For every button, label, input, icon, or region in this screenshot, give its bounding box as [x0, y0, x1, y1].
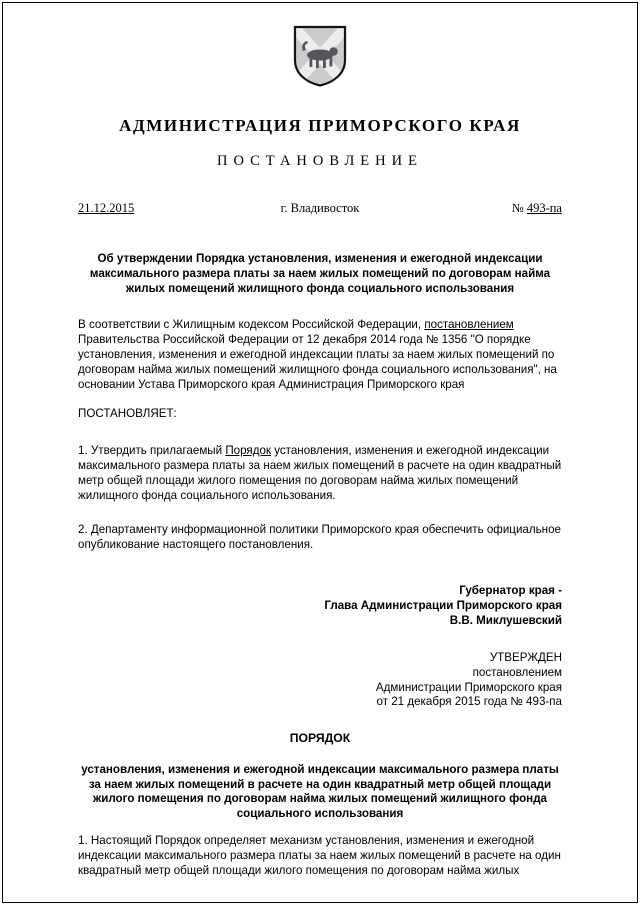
doc-type-title: ПОСТАНОВЛЕНИЕ [217, 153, 423, 169]
doc-number-link[interactable]: 493-па [526, 201, 562, 215]
doc-number-prefix: № [511, 201, 527, 215]
p1-text-before: 1. Утвердить прилагаемый [78, 444, 226, 458]
subject-heading: Об утверждении Порядка установления, изменения и ежегодной индексации максимального размера платы за наем жилых помещений по договорам найма жилых помещений жилищного фонда социального использования [89, 252, 551, 295]
order-paragraph-1: 1. Настоящий Порядок определяет механизм установления, изменения и ежегодной индексации максимального размера платы за наем жилых помещений в расчете на один квадратный метр общей площади жилого помещения по договорам найма жилых [78, 833, 561, 877]
resolves-label: ПОСТАНОВЛЯЕТ: [78, 407, 177, 421]
signature-title-line1: Губернатор края - [459, 583, 562, 597]
doc-number [401, 201, 562, 216]
poryadok-link[interactable]: Порядок [225, 444, 271, 458]
signature-title-line2: Глава Администрации Приморского края [324, 598, 562, 612]
approval-org-line: Администрации Приморского края [375, 680, 562, 694]
intro-text-after: Правительства Российской Федерации от 12 декабря 2014 года № 1356 "О порядке установления, изменения и ежегодной индексации платы за наем жилых помещений по договорам найма жилых помещений жилищного фонда социального использования", на основании Устава Приморского края Администрация Приморского края [78, 333, 557, 391]
paragraph-2: 2. Департаменту информационной политики Приморского края обеспечить официальное опубликование настоящего постановления. [78, 523, 561, 552]
signature-block [78, 584, 562, 628]
paragraph-1 [78, 444, 562, 503]
order-subtitle: установления, изменения и ежегодной индексации максимального размера платы за наем жилых помещений в расчете на один квадратный метр общей площади жилого помещения по договорам найма жилых помещений жилищного фонда социального использования [81, 762, 559, 821]
intro-paragraph [78, 318, 562, 392]
org-title: АДМИНИСТРАЦИЯ ПРИМОРСКОГО КРАЯ [119, 116, 521, 135]
coat-of-arms-icon [0, 0, 640, 88]
signature-name: В.В. Миклушевский [449, 613, 562, 627]
intro-text-before: В соответствии с Жилищным кодексом Российской Федерации, [78, 318, 425, 332]
approval-date-line: от 21 декабря 2015 года № 493-па [376, 695, 562, 709]
approval-block [78, 651, 562, 709]
order-title: ПОРЯДОК [289, 730, 351, 745]
document-content [0, 116, 640, 878]
approval-label: УТВЕРЖДЕН [489, 651, 562, 665]
postanovlenie-link[interactable]: постановлением [424, 318, 514, 332]
doc-date-link[interactable]: 21.12.2015 [78, 201, 135, 215]
dateline [78, 201, 562, 216]
p1-text-after: установления, изменения и ежегодной индексации максимального размера платы за наем жилых помещений в расчете на один квадратный метр общей площади жилого помещения по договорам найма жилых помещений жилищного фонда социального использования. [78, 444, 562, 502]
doc-city: г. Владивосток [280, 201, 360, 215]
approval-by-line: постановлением [472, 665, 562, 679]
